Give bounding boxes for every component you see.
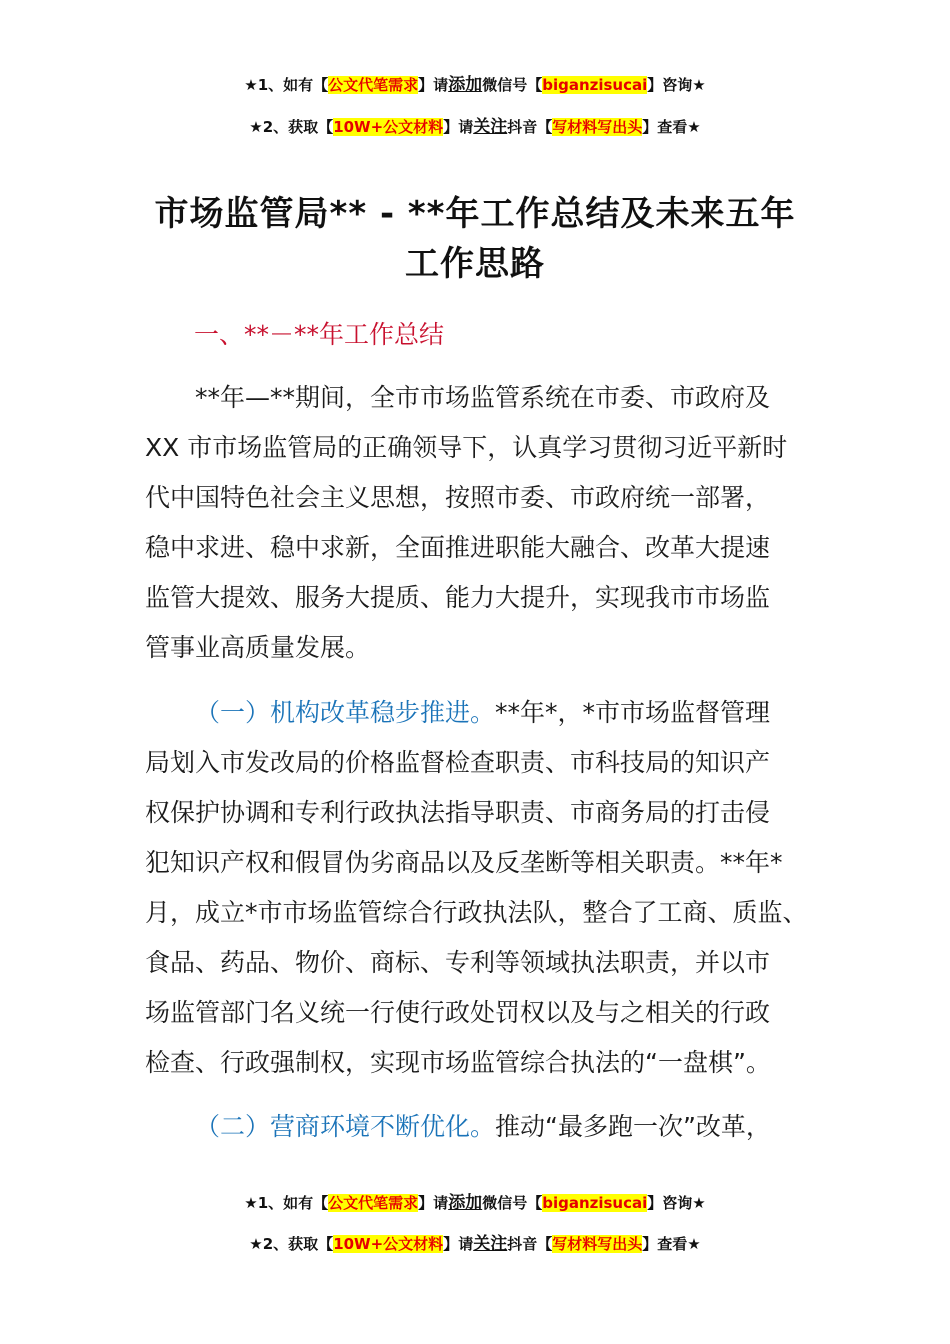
ad-emphasis: 关注 <box>473 1234 508 1254</box>
ad-line-materials-footer <box>0 1229 950 1254</box>
ad-line-materials <box>0 112 950 137</box>
text-line: 代中国特色社会主义思想，按照市委、市政府统一部署， <box>145 483 771 512</box>
ad-wechat-id: biganzisucai <box>542 1194 648 1212</box>
ad-highlight: 10W+公文材料 <box>333 1235 444 1253</box>
paragraph-institutional-reform <box>145 688 835 1088</box>
ad-highlight: 公文代笔需求 <box>328 76 419 94</box>
text-line: 稳中求进、稳中求新，全面推进职能大融合、改革大提速 <box>145 533 771 562</box>
ad-line-contact <box>0 70 950 95</box>
document-title-line-1: 市场监管局** - **年工作总结及未来五年 <box>154 194 796 234</box>
ad-text: 微信号【 <box>482 76 543 94</box>
ad-text: 抖音【 <box>507 118 553 136</box>
text-run: 推动“最多跑一次”改革， <box>495 1112 771 1141</box>
text-line <box>145 1102 835 1152</box>
text-line: **年—**期间，全市市场监管系统在市委、市政府及 <box>195 383 771 412</box>
ad-text: 抖音【 <box>507 1235 553 1253</box>
ad-text: 微信号【 <box>482 1194 543 1212</box>
text-line: 食品、药品、物价、商标、专利等领域执法职责，并以市 <box>145 948 771 977</box>
ad-highlight: 10W+公文材料 <box>333 118 444 136</box>
text-line <box>145 688 835 738</box>
ad-emphasis: 添加 <box>448 75 483 95</box>
paragraph-business-environment <box>145 1102 835 1152</box>
text-line: 监管大提效、服务大提质、能力大提升，实现我市市场监 <box>145 583 771 612</box>
ad-highlight: 公文代笔需求 <box>328 1194 419 1212</box>
ad-prefix: ★1、如有【 <box>244 1194 329 1212</box>
paragraph-summary <box>145 373 835 673</box>
ad-suffix: 】查看★ <box>642 118 701 136</box>
ad-text: 】请 <box>443 118 474 136</box>
ad-emphasis: 关注 <box>473 117 508 137</box>
ad-text: 】请 <box>443 1235 474 1253</box>
text-line: XX 市市场监管局的正确领导下，认真学习贯彻习近平新时 <box>145 433 788 462</box>
text-line: 局划入市发改局的价格监督检查职责、市科技局的知识产 <box>145 748 771 777</box>
ad-douyin-id: 写材料写出头 <box>552 1235 643 1253</box>
text-run: **年*，*市市场监督管理 <box>495 698 771 727</box>
ad-emphasis: 添加 <box>448 1193 483 1213</box>
subsection-heading: （二）营商环境不断优化。 <box>195 1112 496 1141</box>
document-title-line-2: 工作思路 <box>405 244 545 284</box>
ad-prefix: ★2、获取【 <box>249 118 334 136</box>
text-line: 犯知识产权和假冒伪劣商品以及反垄断等相关职责。**年* <box>145 848 783 877</box>
ad-suffix: 】查看★ <box>642 1235 701 1253</box>
ad-prefix: ★1、如有【 <box>244 76 329 94</box>
section-heading: 一、**－**年工作总结 <box>194 320 445 349</box>
ad-text: 】请 <box>418 76 449 94</box>
ad-prefix: ★2、获取【 <box>249 1235 334 1253</box>
ad-douyin-id: 写材料写出头 <box>552 118 643 136</box>
subsection-heading: （一）机构改革稳步推进。 <box>195 698 496 727</box>
ad-suffix: 】咨询★ <box>647 76 706 94</box>
ad-suffix: 】咨询★ <box>647 1194 706 1212</box>
text-line: 月，成立*市市场监管综合行政执法队，整合了工商、质监、 <box>145 898 808 927</box>
text-line: 管事业高质量发展。 <box>145 633 371 662</box>
text-line: 检查、行政强制权，实现市场监管综合执法的“一盘棋”。 <box>145 1048 771 1077</box>
text-line: 权保护协调和专利行政执法指导职责、市商务局的打击侵 <box>145 798 771 827</box>
ad-wechat-id: biganzisucai <box>542 76 648 94</box>
text-line: 场监管部门名义统一行使行政处罚权以及与之相关的行政 <box>145 998 771 1027</box>
ad-line-contact-footer <box>0 1188 950 1213</box>
ad-text: 】请 <box>418 1194 449 1212</box>
